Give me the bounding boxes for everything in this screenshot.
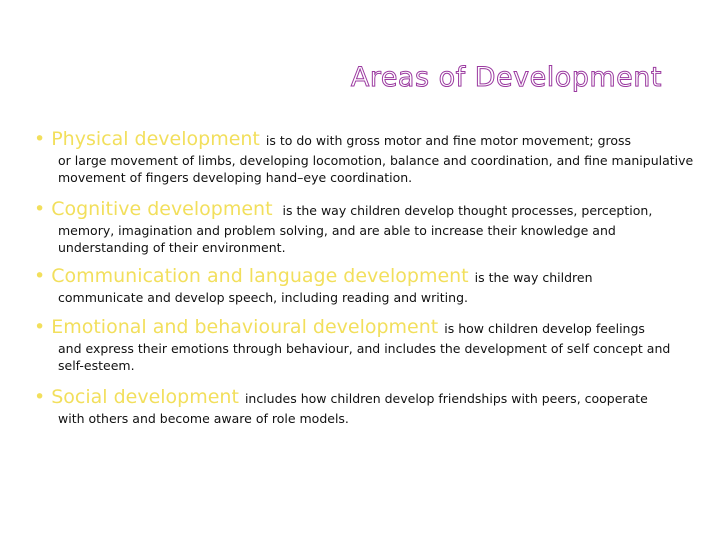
heading-physical: Physical development	[51, 128, 260, 150]
inline-desc-communication: is the way children	[474, 270, 593, 285]
bullet-dot-icon: •	[34, 386, 46, 408]
heading-emotional: Emotional and behavioural development	[51, 316, 439, 338]
heading-communication: Communication and language development	[51, 265, 469, 287]
bullet-heading-line	[34, 386, 694, 410]
bullet-emotional	[34, 316, 694, 374]
bullet-physical	[34, 128, 694, 186]
heading-cognitive: Cognitive development	[51, 198, 273, 220]
bullet-heading-line	[34, 316, 694, 340]
slide-title: Areas of Development	[350, 62, 662, 93]
bullet-cognitive	[34, 198, 694, 256]
bullet-heading-line	[34, 198, 694, 222]
inline-desc-cognitive: is the way children develop thought processes, perception,	[278, 203, 653, 218]
desc-social: with others and become aware of role models.	[58, 411, 349, 426]
desc-cognitive: memory, imagination and problem solving, and are able to increase their knowledge and understanding of their environment.	[58, 223, 616, 255]
bullet-heading-line	[34, 128, 694, 152]
bullet-dot-icon: •	[34, 198, 46, 220]
inline-desc-physical: is to do with gross motor and fine motor movement; gross	[265, 133, 632, 148]
desc-communication: communicate and develop speech, including reading and writing.	[58, 290, 468, 305]
bullet-social	[34, 386, 694, 427]
desc-physical: or large movement of limbs, developing locomotion, balance and coordination, and fine manipulative movement of fingers developing hand–eye coordination.	[58, 153, 694, 185]
heading-social: Social development	[51, 386, 239, 408]
bullet-dot-icon: •	[34, 316, 46, 338]
inline-desc-social: includes how children develop friendships with peers, cooperate	[244, 391, 648, 406]
bullet-dot-icon: •	[34, 265, 46, 287]
bullet-communication	[34, 265, 694, 306]
bullet-dot-icon: •	[34, 128, 46, 150]
bullet-heading-line	[34, 265, 694, 289]
desc-emotional: and express their emotions through behaviour, and includes the development of self concept and self-esteem.	[58, 341, 671, 373]
inline-desc-emotional: is how children develop feelings	[444, 321, 645, 336]
